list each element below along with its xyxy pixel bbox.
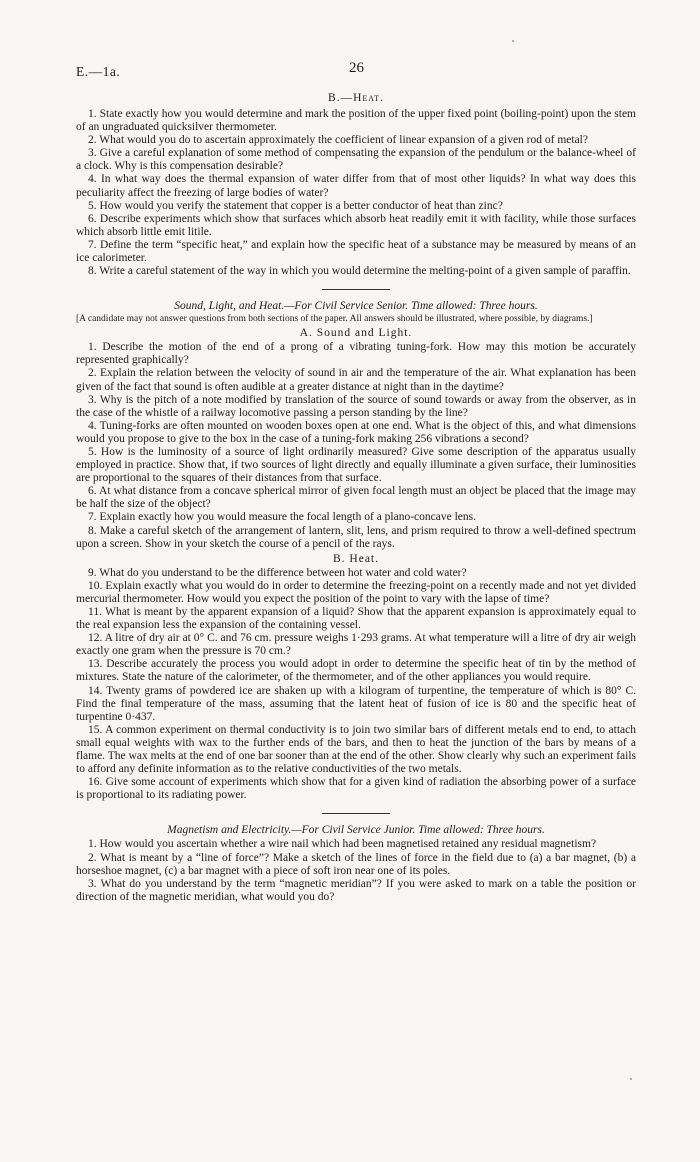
question: 6. At what distance from a concave spherical mirror of given focal length must an object be placed that the image may be half the size of the object? [76, 485, 636, 511]
question: 13. Describe accurately the process you would adopt in order to determine the specific heat of tin by the method of mixtures. State the nature of the calorimeter, of the thermometer, and of the other appliances you would require. [76, 658, 636, 684]
question: 2. What is meant by a “line of force”? Make a sketch of the lines of force in the field due to (a) a bar magnet, (b) a horseshoe magnet, (c) a bar magnet with a piece of soft iron near one of its poles. [76, 851, 636, 877]
question: 5. How would you verify the statement that copper is a better conductor of heat than zinc? [88, 199, 503, 212]
question: 6. Describe experiments which show that surfaces which absorb heat readily emit it with facility, while those surfaces which absorb little emit litile. [76, 212, 636, 238]
question: 14. Twenty grams of powdered ice are shaken up with a kilogram of turpentine, the temperature of which is 80° C. Find the final temperature of the mass, assuming that the latent heat of fusion of ice is 80 and the specific heat of turpentine 0·437. [76, 684, 636, 723]
question: 3. Give a careful explanation of some method of compensating the expansion of the pendulum or the balance-wheel of a clock. Why is this compensation desirable? [76, 147, 636, 173]
question: 9. What do you understand to be the difference between hot water and cold water? [88, 566, 467, 579]
question: 1. State exactly how you would determine and mark the position of the upper fixed point (boiling-point) upon the stem of an ungraduated quicksilver thermometer. [76, 108, 636, 134]
section-divider [322, 813, 390, 814]
question: 3. Why is the pitch of a note modified by translation of the source of sound towards or away from the observer, as in the case of the whistle of a railway locomotive passing a person standing by the line? [76, 393, 636, 419]
subsection-title: A. Sound and Light. [299, 327, 413, 340]
question: 12. A litre of dry air at 0° C. and 76 cm. pressure weighs 1·293 grams. At what temperature will a litre of dry air weigh exactly one gram when the pressure is 70 cm.? [76, 632, 636, 658]
page-header [76, 58, 636, 84]
scan-speck [630, 1078, 632, 1080]
question: 1. Describe the motion of the end of a prong of a vibrating tuning-fork. How may this motion be accurately represented graphically? [76, 341, 636, 367]
question: 1. How would you ascertain whether a wire nail which had been magnetised retained any residual magnetism? [88, 838, 597, 851]
question: 10. Explain exactly what you would do in order to determine the freezing-point on a recently made and not yet divided mercurial thermometer. How would you expect the position of the point to vary with the lapse of time? [76, 579, 636, 605]
scan-speck [512, 40, 514, 42]
page-number: 26 [349, 60, 364, 76]
question: 5. How is the luminosity of a source of light ordinarily measured? Give some description of the apparatus usually employed in practice. Show that, if two sources of light directly and equally illuminate a given surface, their luminosities are proportional to the squares of their distances from that surface. [76, 445, 636, 485]
question: 8. Write a careful statement of the way in which you would determine the melting-point of a given sample of paraffin. [88, 265, 631, 278]
question: 16. Give some account of experiments which show that for a given kind of radiation the absorbing power of a surface is proportional to its radiating power. [76, 776, 636, 802]
question: 15. A common experiment on thermal conductivity is to join two similar bars of different metals end to end, to attach small equal weights with wax to the further ends of the bars, and then to heat the junction of the bars by means of a flame. The wax melts at the end of one bar sooner than at the end of the other. Show clearly why such an experiment fails to afford any definite information as to the relative conductivities of the two metals. [76, 723, 636, 776]
subsection-title: B. Heat. [332, 552, 379, 565]
section-sound-light-heat [76, 300, 636, 802]
document-reference: E.—1a. [76, 64, 121, 79]
question: 4. Tuning-forks are often mounted on wooden boxes open at one end. What is the object of this, and what dimensions would you propose to give to the box in the case of a tuning-fork making 256 vibrations a second? [76, 419, 636, 445]
question: 8. Make a careful sketch of the arrangement of lantern, slit, lens, and prism required to throw a well-defined spectrum upon a screen. Show in your sketch the course of a pencil of the rays. [76, 524, 636, 550]
paper-title: Magnetism and Electricity.—For Civil Service Junior. Time allowed: Three hours. [167, 824, 545, 837]
question: 4. In what way does the thermal expansion of water differ from that of most other liquids? In what way does this peculiarity affect the freezing of large bodies of water? [76, 173, 636, 199]
question: 7. Explain exactly how you would measure the focal length of a plano-concave lens. [88, 511, 476, 524]
section-heat [76, 92, 636, 278]
question: 2. Explain the relation between the velocity of sound in air and the temperature of the air. What explanation has been given of the fact that sound is often audible at a greater distance at night than in the daytime? [76, 367, 636, 393]
section-title: B.—Heat. [328, 92, 384, 104]
section-magnetism-electricity [76, 824, 636, 903]
section-divider [322, 289, 390, 290]
question: 11. What is meant by the apparent expansion of a liquid? Show that the apparent expansion is approximately equal to the real expansion less the expansion of the containing vessel. [76, 606, 636, 632]
question: 2. What would you do to ascertain approximately the coefficient of linear expansion of a given rod of metal? [88, 134, 588, 147]
instruction-note: [A candidate may not answer questions from both sections of the paper. All answers should be illustrated, where possible, by diagrams.] [76, 314, 593, 325]
paper-title: Sound, Light, and Heat.—For Civil Service Senior. Time allowed: Three hours. [174, 300, 538, 313]
question: 7. Define the term “specific heat,” and explain how the specific heat of a substance may be measured by means of an ice calorimeter. [76, 238, 636, 265]
question: 3. What do you understand by the term “magnetic meridian”? If you were asked to mark on a table the position or direction of the magnetic meridian, what would you do? [76, 877, 636, 903]
